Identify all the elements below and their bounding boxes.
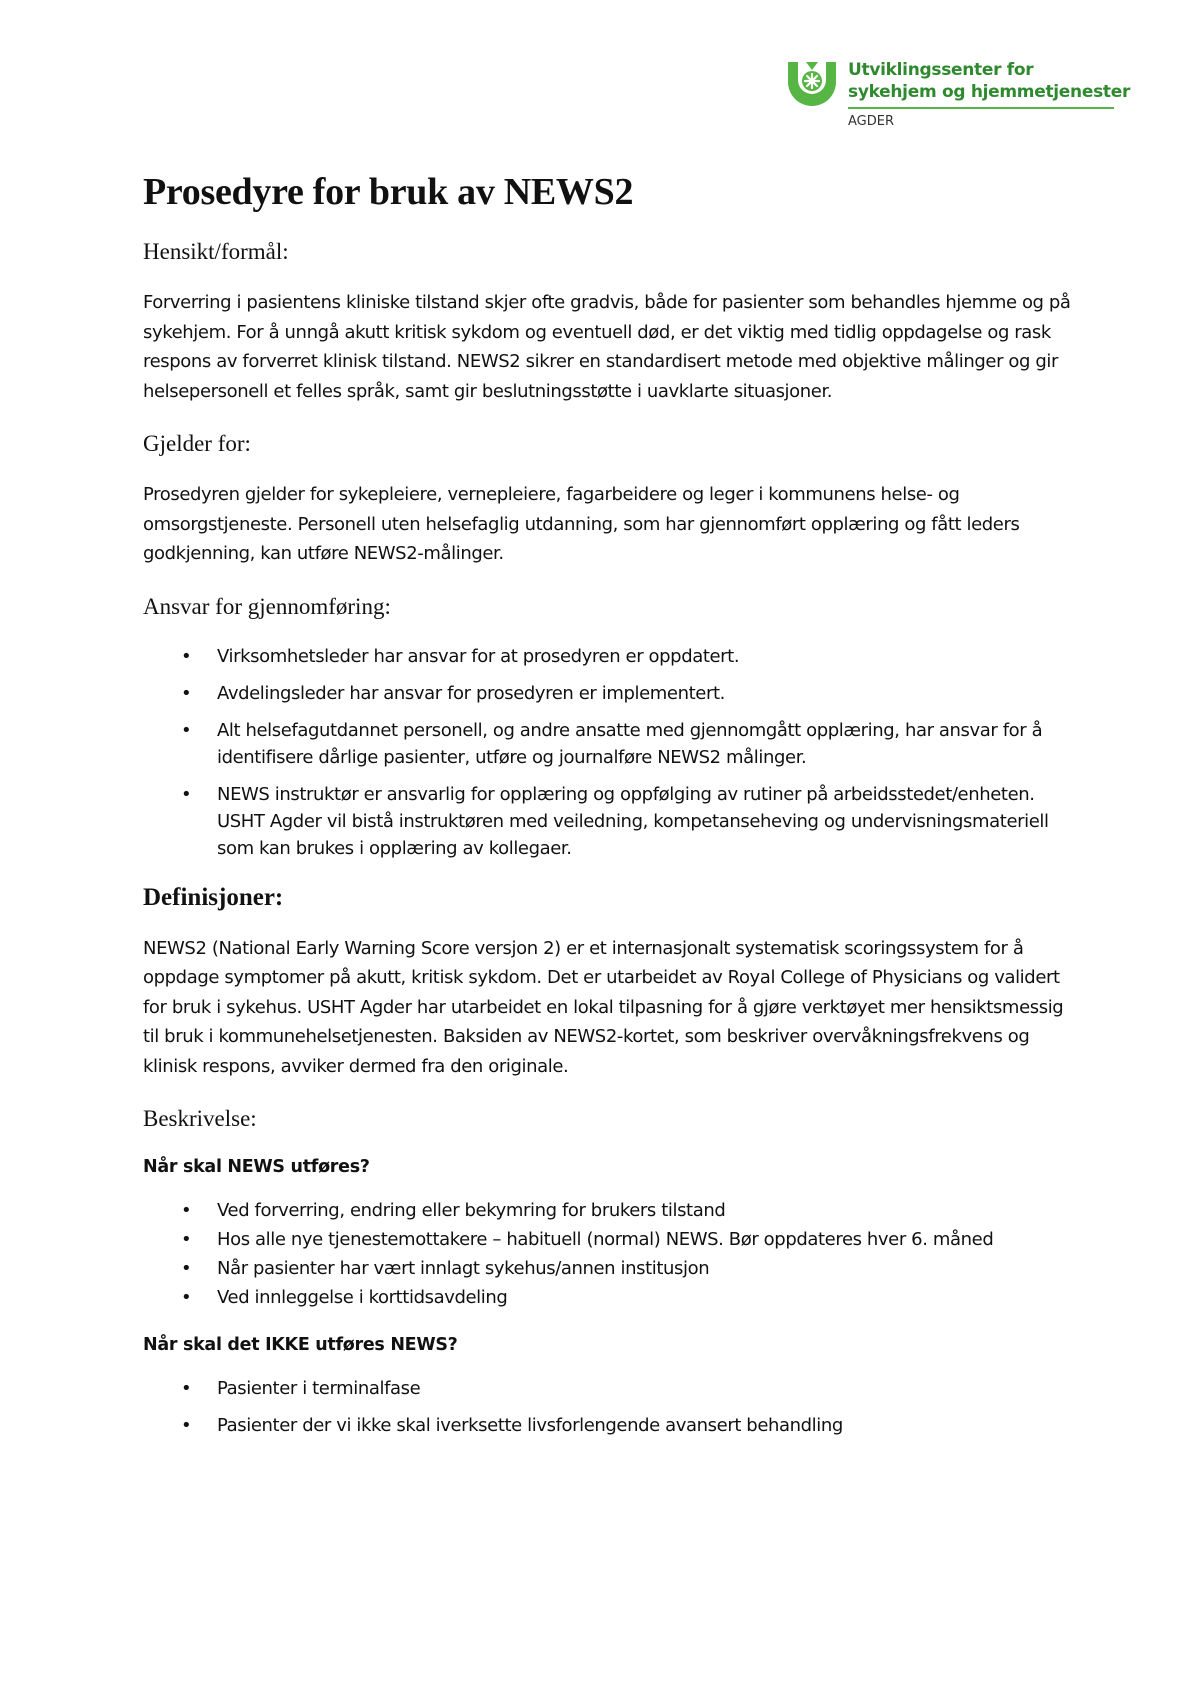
section-text-purpose: Forverring i pasientens kliniske tilstand skjer ofte gradvis, både for pasienter som behandles hjemme og på sykehjem. For å unngå akutt kritisk sykdom og eventuell død, er det viktig med tidlig oppdagelse og rask respons av forverret klinisk tilstand. NEWS2 sikrer en standardisert metode med objektive målinger og gir helsepersonell et felles språk, samt gir beslutningsstøtte i uavklarte situasjoner. — [143, 292, 1071, 402]
logo-text-line1: Utviklingssenter for — [848, 60, 1034, 80]
usht-logo-icon — [786, 60, 838, 110]
logo-text-line2: sykehjem og hjemmetjenester — [848, 82, 1131, 102]
subheading-when-not: Når skal det IKKE utføres NEWS? — [143, 1335, 458, 1355]
page-title: Prosedyre for bruk av NEWS2 — [143, 171, 634, 213]
list-item: • Avdelingsleder har ansvar for prosedyren er implementert. — [143, 680, 1073, 707]
logo-region: AGDER — [848, 114, 894, 129]
organization-logo — [786, 60, 1131, 140]
list-item: • Ved forverring, endring eller bekymring for brukers tilstand — [143, 1197, 1073, 1224]
list-item: • Pasienter der vi ikke skal iverksette livsforlengende avansert behandling — [143, 1412, 1073, 1439]
subheading-when: Når skal NEWS utføres? — [143, 1157, 370, 1177]
list-item: • Pasienter i terminalfase — [143, 1375, 1073, 1402]
list-item: • Virksomhetsleder har ansvar for at prosedyren er oppdatert. — [143, 643, 1073, 670]
list-item: • NEWS instruktør er ansvarlig for opplæring og oppfølging av rutiner på arbeidsstedet/enheten. USHT Agder vil bistå instruktøren med veiledning, kompetanseheving og undervisningsmateriell som kan brukes i opplæring av kollegaer. — [143, 781, 1073, 862]
section-heading-purpose: Hensikt/formål: — [143, 239, 289, 264]
list-item: • Hos alle nye tjenestemottakere – habituell (normal) NEWS. Bør oppdateres hver 6. måned — [143, 1226, 1073, 1253]
document-body — [143, 170, 1073, 1461]
when-not-list — [143, 1375, 1073, 1439]
section-heading-scope: Gjelder for: — [143, 431, 251, 456]
logo-divider — [848, 107, 1114, 109]
section-text-scope: Prosedyren gjelder for sykepleiere, vernepleiere, fagarbeidere og leger i kommunens helse- og omsorgstjeneste. Personell uten helsefaglig utdanning, som har gjennomført opplæring og fått leders godkjenning, kan utføre NEWS2-målinger. — [143, 484, 1020, 564]
list-item: • Når pasienter har vært innlagt sykehus/annen institusjon — [143, 1255, 1073, 1282]
list-item: • Alt helsefagutdannet personell, og andre ansatte med gjennomgått opplæring, har ansvar for å identifisere dårlige pasienter, utføre og journalføre NEWS2 målinger. — [143, 717, 1073, 771]
section-heading-description: Beskrivelse: — [143, 1106, 257, 1131]
section-text-definitions: NEWS2 (National Early Warning Score versjon 2) er et internasjonalt systematisk scoringssystem for å oppdage symptomer på akutt, kritisk sykdom. Det er utarbeidet av Royal College of Physicians og validert for bruk i sykehus. USHT Agder har utarbeidet en lokal tilpasning for å gjøre verktøyet mer hensiktsmessig til bruk i kommunehelsetjenesten. Baksiden av NEWS2-kortet, som beskriver overvåkningsfrekvens og klinisk respons, avviker dermed fra den originale. — [143, 937, 1064, 1077]
responsibility-list — [143, 643, 1073, 862]
list-item: • Ved innleggelse i korttidsavdeling — [143, 1284, 1073, 1311]
section-heading-definitions: Definisjoner: — [143, 883, 284, 911]
when-list — [143, 1197, 1073, 1311]
section-heading-responsibility: Ansvar for gjennomføring: — [143, 593, 391, 619]
